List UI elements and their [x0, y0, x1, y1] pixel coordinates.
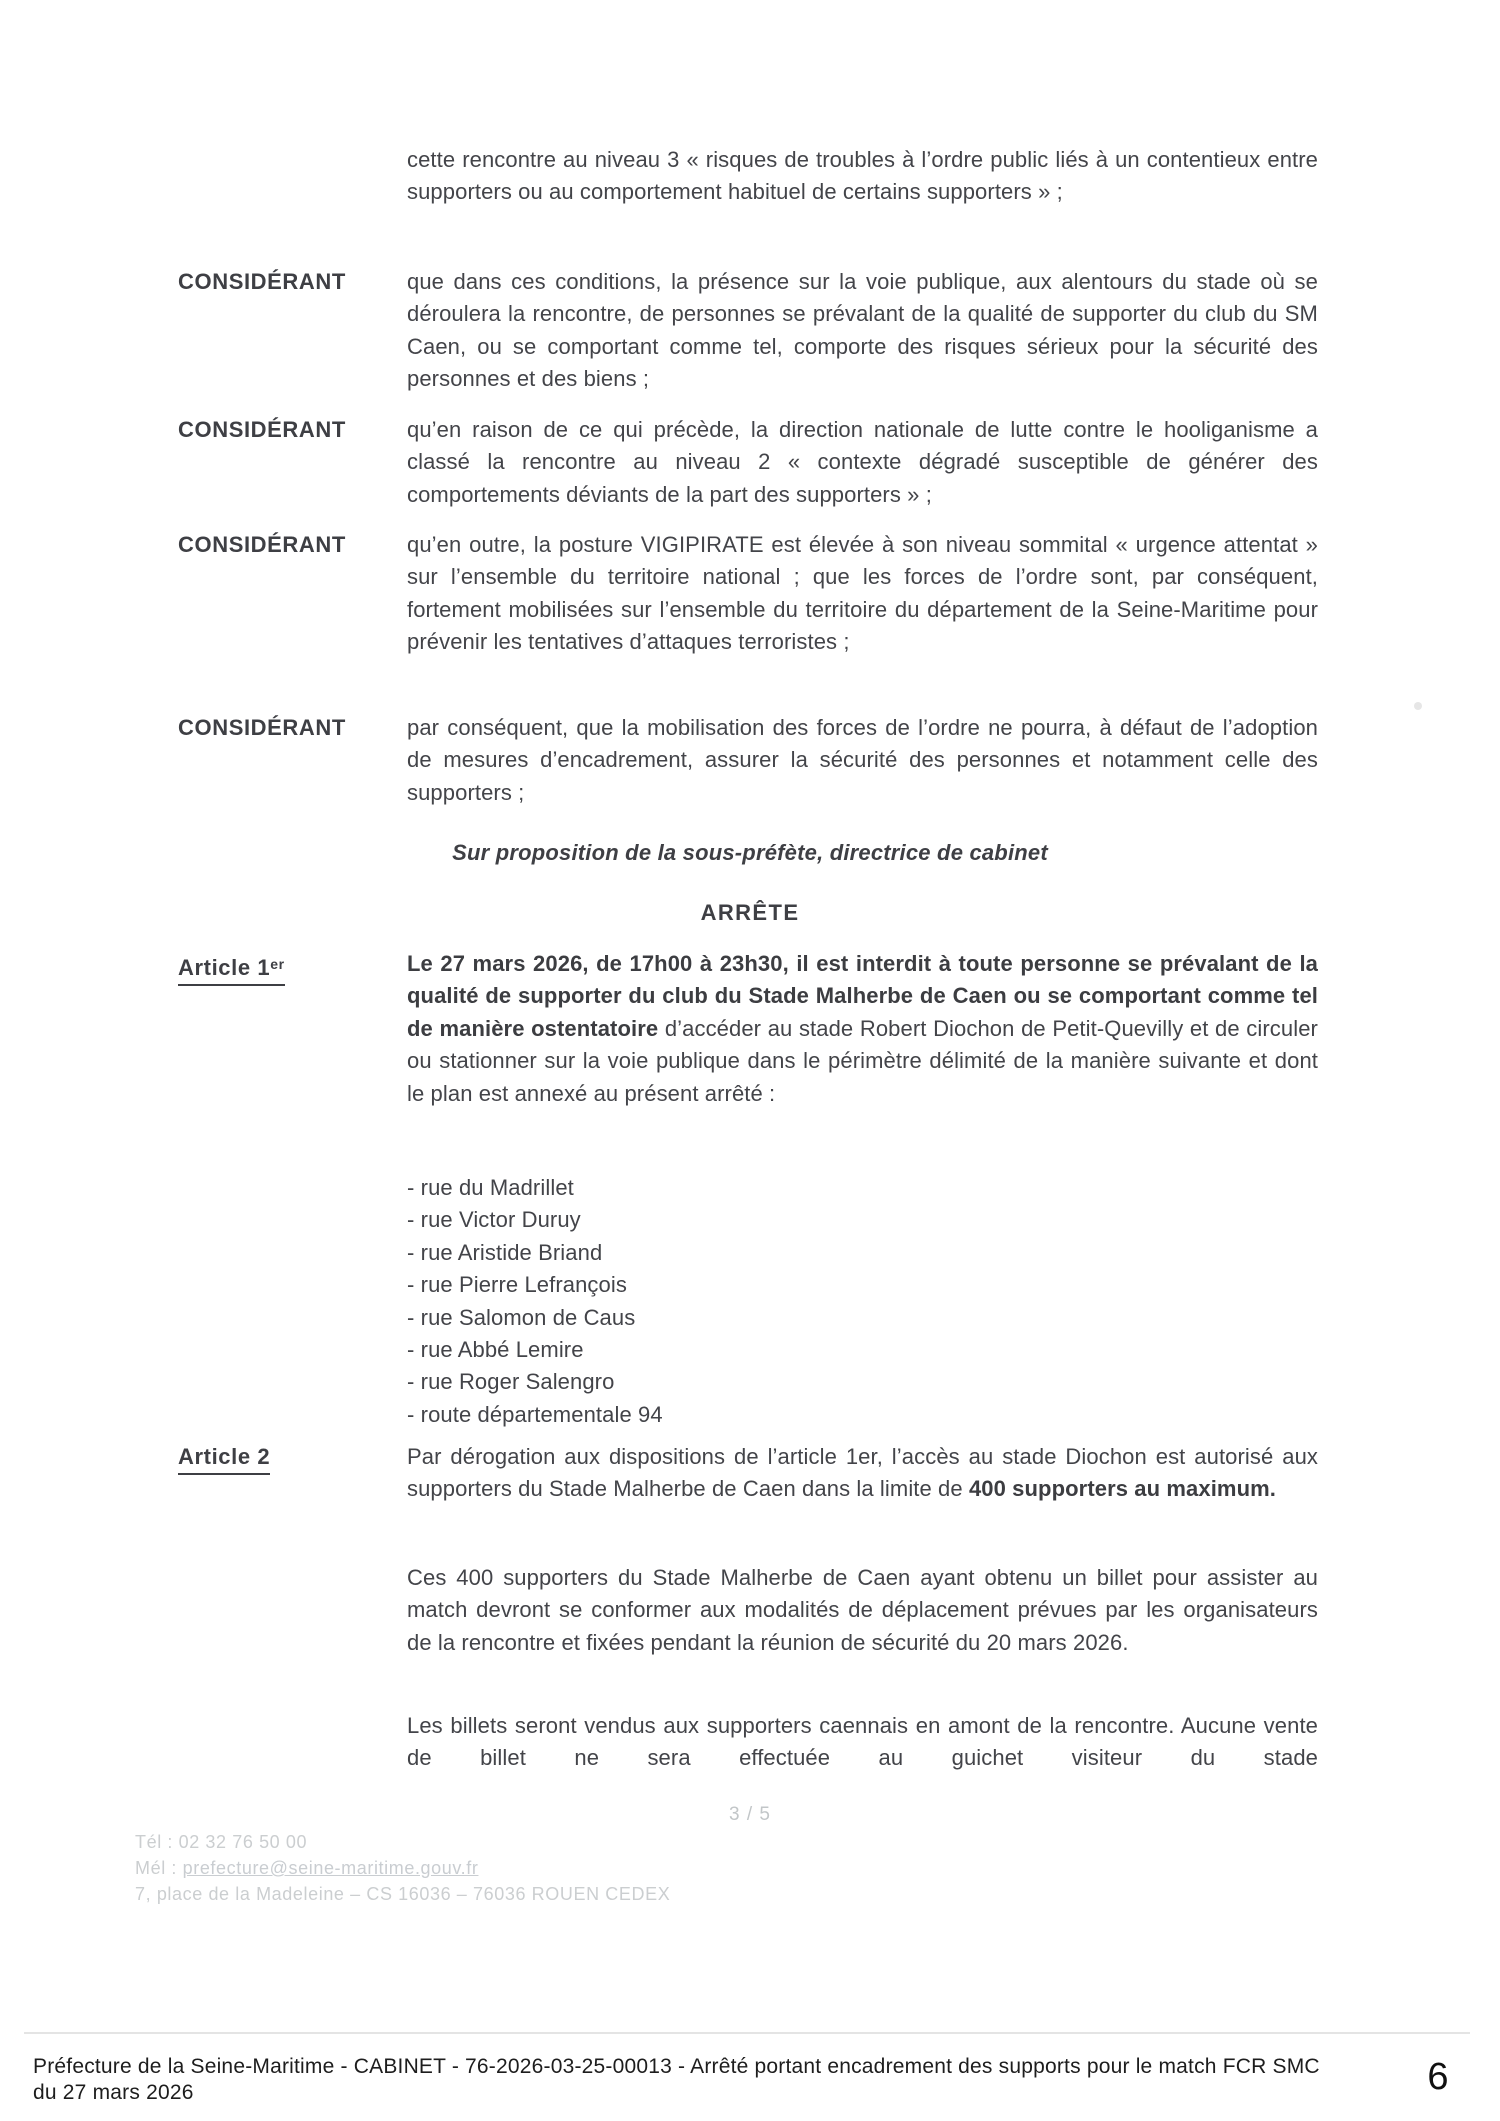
recital-text: par conséquent, que la mobilisation des forces de l’ordre ne pourra, à défaut de l’adoption de mesures d’encadrement, assurer la sécurité des personnes et notamment celle des supporters ;: [407, 715, 1318, 805]
recital-text: qu’en outre, la posture VIGIPIRATE est élevée à son niveau sommital « urgence attentat » sur l’ensemble du territoire national ; que les forces de l’ordre sont, par conséquent, fortement mobilisées sur l’ensemble du territoire du département de la Seine-Maritime pour prévenir les tentatives d’attaques terroristes ;: [407, 532, 1318, 655]
street-item: - rue Roger Salengro: [407, 1369, 615, 1395]
article-2-label: Article 2: [178, 1441, 270, 1475]
scan-line-artifact: [24, 2032, 1470, 2034]
recital-text: qu’en raison de ce qui précède, la direction nationale de lutte contre le hooliganisme a classé la rencontre au niveau 2 « contexte dégradé susceptible de générer des comportements déviants de la part des supporters » ;: [407, 417, 1318, 507]
street-item: - rue du Madrillet: [407, 1175, 574, 1200]
publication-footer: [33, 2054, 1413, 2106]
considerant-label: CONSIDÉRANT: [178, 269, 346, 294]
scan-speck: [1414, 702, 1422, 710]
article-2-paragraph-2: Ces 400 supporters du Stade Malherbe de Caen ayant obtenu un billet pour assister au match devront se conformer aux modalités de déplacement prévues par les organisateurs de la rencontre et fixées pendant la réunion de sécurité du 20 mars 2026.: [407, 1565, 1318, 1655]
considerant-label: CONSIDÉRANT: [178, 417, 346, 442]
street-item: - route départementale 94: [407, 1401, 663, 1427]
contact-email-line: [135, 1855, 670, 1881]
publication-page-number: 6: [1427, 2056, 1449, 2098]
street-item: - rue Victor Duruy: [407, 1207, 581, 1233]
street-item: - rue Abbé Lemire: [407, 1337, 584, 1363]
article-1-normal-segment: d’accéder au stade Robert Diochon de Petit-Quevilly et de circuler ou stationner sur la voie publique dans le périmètre délimité de la manière suivante et dont le plan est annexé au présent arrêté :: [407, 1015, 1318, 1106]
contact-email-link[interactable]: prefecture@seine-maritime.gouv.fr: [182, 1858, 479, 1878]
contact-email-prefix: Mél :: [135, 1858, 183, 1878]
article-2-normal-segment: Par dérogation aux dispositions de l’article 1er, l’accès au stade Diochon est autorisé aux supporters du Stade Malherbe de Caen dans la limite de: [407, 1444, 1318, 1502]
article-2-bold-segment: 400 supporters au maximum.: [968, 1476, 1276, 1502]
publication-footer-line1: Préfecture de la Seine-Maritime - CABINET - 76-2026-03-25-00013 - Arrêté portant encadrement des supports pour le match FCR SMC: [33, 2055, 1320, 2078]
article-1-label-superscript: er: [270, 956, 285, 972]
article-1-label-text: Article 1: [178, 955, 271, 980]
publication-footer-line2: du 27 mars 2026: [33, 2081, 194, 2104]
street-list: [407, 1172, 1318, 1431]
page-marker: 3 / 5: [729, 1804, 771, 1825]
article-2-paragraph-3: Les billets seront vendus aux supporters caennais en amont de la rencontre. Aucune vente de billet ne sera effectuée au guichet visiteur du stade: [407, 1713, 1318, 1771]
recital-text: que dans ces conditions, la présence sur la voie publique, aux alentours du stade où se déroulera la rencontre, de personnes se prévalant de la qualité de supporter du club du SM Caen, ou se comportant comme tel, comporte des risques sérieux pour la sécurité des personnes et des biens ;: [407, 269, 1318, 392]
decree-heading: ARRÊTE: [700, 900, 800, 925]
contact-phone: Tél : 02 32 76 50 00: [135, 1832, 308, 1852]
street-item: - rue Pierre Lefrançois: [407, 1272, 627, 1298]
street-item: - rue Aristide Briand: [407, 1239, 603, 1265]
intro-continuation-paragraph: cette rencontre au niveau 3 « risques de troubles à l’ordre public liés à un contentieux entre supporters ou au comportement habituel de certains supporters » ;: [407, 147, 1318, 205]
contact-footer: [135, 1829, 670, 1907]
article-1-label: [178, 948, 285, 986]
article-1-paragraph: [407, 948, 1318, 1110]
considerant-label: CONSIDÉRANT: [178, 532, 346, 557]
article-2-paragraph-1: [407, 1441, 1318, 1506]
considerant-label: CONSIDÉRANT: [178, 715, 346, 740]
street-item: - rue Salomon de Caus: [407, 1304, 636, 1330]
article-1-bold-segment: Le 27 mars 2026, de 17h00 à 23h30, il est interdit à toute personne se prévalant de la qualité de supporter du club du Stade Malherbe de Caen ou se comportant comme tel de manière ostentatoire: [407, 951, 1318, 1041]
proposition-line: Sur proposition de la sous-préfète, directrice de cabinet: [452, 840, 1048, 865]
contact-address: 7, place de la Madeleine – CS 16036 – 76036 ROUEN CEDEX: [135, 1884, 671, 1904]
